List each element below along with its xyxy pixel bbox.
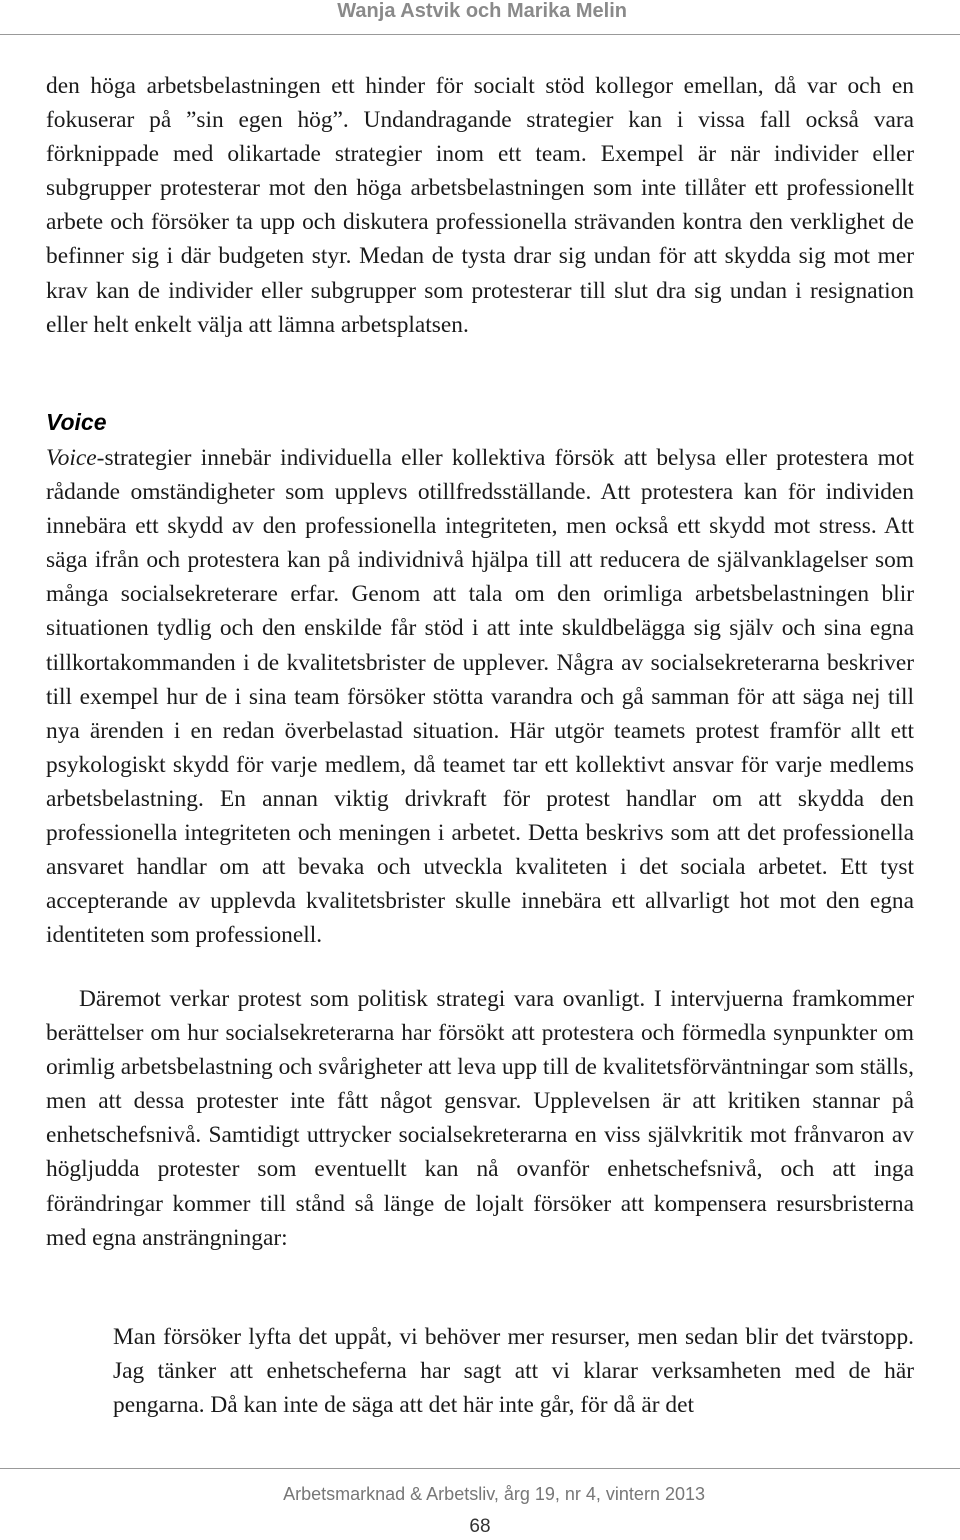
paragraph-3: Däremot verkar protest som politisk strategi vara ovanligt. I intervjuerna framkommer berättelser om hur socialsekreterarna har försökt att protestera och förmedla synpunkter om orimlig arbetsbelastning och svårigheter att leva upp till de kvalitetsförväntningar som ställs, men att dessa protester inte fått något gensvar. Upplevelsen är att kritiken stannar på enhetschefsnivå. Samtidigt uttrycker socialsekreterarna en viss självkritik mot frånvaron av högljudda protester som eventuellt kan nå ovanför enhetschefsnivå, och att inga förändringar kommer till stånd så länge de lojalt försöker att kompensera resursbristerna med egna ansträngningar: [46, 986, 914, 1251]
header-divider [0, 34, 960, 35]
page-number: 68 [469, 1516, 491, 1537]
journal-citation: Arbetsmarknad & Arbetsliv, årg 19, nr 4, vintern 2013 [283, 1484, 705, 1504]
paragraph-2-italic-lead: Voice [46, 445, 97, 471]
footer-journal [0, 1481, 960, 1507]
running-head-authors: Wanja Astvik och Marika Melin [337, 0, 627, 22]
section-heading-voice: Voice [46, 409, 107, 435]
running-head [0, 0, 960, 22]
paragraph-1: den höga arbetsbelastningen ett hinder för socialt stöd kollegor emellan, då var och en fokuserar på ”sin egen hög”. Undandragande strategier kan i vissa fall också vara förknippade med olikartade strategier inom ett team. Exempel är när individer eller subgrupper protesterar mot den höga arbetsbelastningen som inte tillåter ett professionellt arbete och försöker ta upp och diskutera professionella strävanden kontra den verklighet de befinner sig i där budgeten styr. Medan de tysta drar sig undan för att skydda sig mot mer krav kan de individer eller subgrupper som protesterar till slut dra sig undan i resignation eller helt enkelt välja att lämna arbetsplatsen. [46, 73, 914, 338]
block-quote: Man försöker lyfta det uppåt, vi behöver mer resurser, men sedan blir det tvärstopp. Jag tänker att enhetscheferna har sagt att vi klarar verksamheten med de här pengarna. Då kan inte de säga att det här inte går, för då är det [113, 1324, 914, 1419]
paragraph-2 [46, 441, 914, 952]
footer-divider [0, 1468, 960, 1469]
paragraph-2-text: -strategier innebär individuella eller kollektiva försök att belysa eller protestera mot rådande omständigheter som upplevs otillfredsställande. Att protestera kan för individen innebära ett skydd av den professionella integriteten, men också ett skydd mot stress. Att säga ifrån och protestera kan på individnivå hjälpa till att reducera de självanklagelser som många socialsekreterare erfar. Genom att tala om den orimliga arbetsbelastningen blir situationen tydlig och den enskilde får stöd i att inte skuldbelägga sig själv och sina egna tillkortakommanden i de kvalitetsbrister de upplever. Några av socialsekreterarna beskriver till exempel hur de i sina team försöker stötta varandra och gå samman för att säga nej till nya ärenden i en redan överbelastad situation. Här utgör teamets protest framför allt ett psykologiskt skydd för varje medlem, då teamet tar ett kollektivt ansvar för varje medlems arbetsbelastning. En annan viktig drivkraft för protest handlar om att skydda den professionella integriteten och meningen i arbetet. Detta beskrivs som att det professionella ansvaret handlar om att bevaka och utveckla kvaliteten i det sociala arbetet. Ett tyst accepterande av upplevda kvalitetsbrister skulle innebära ett allvarligt hot mot den egna identiteten som professionell. [46, 445, 914, 949]
